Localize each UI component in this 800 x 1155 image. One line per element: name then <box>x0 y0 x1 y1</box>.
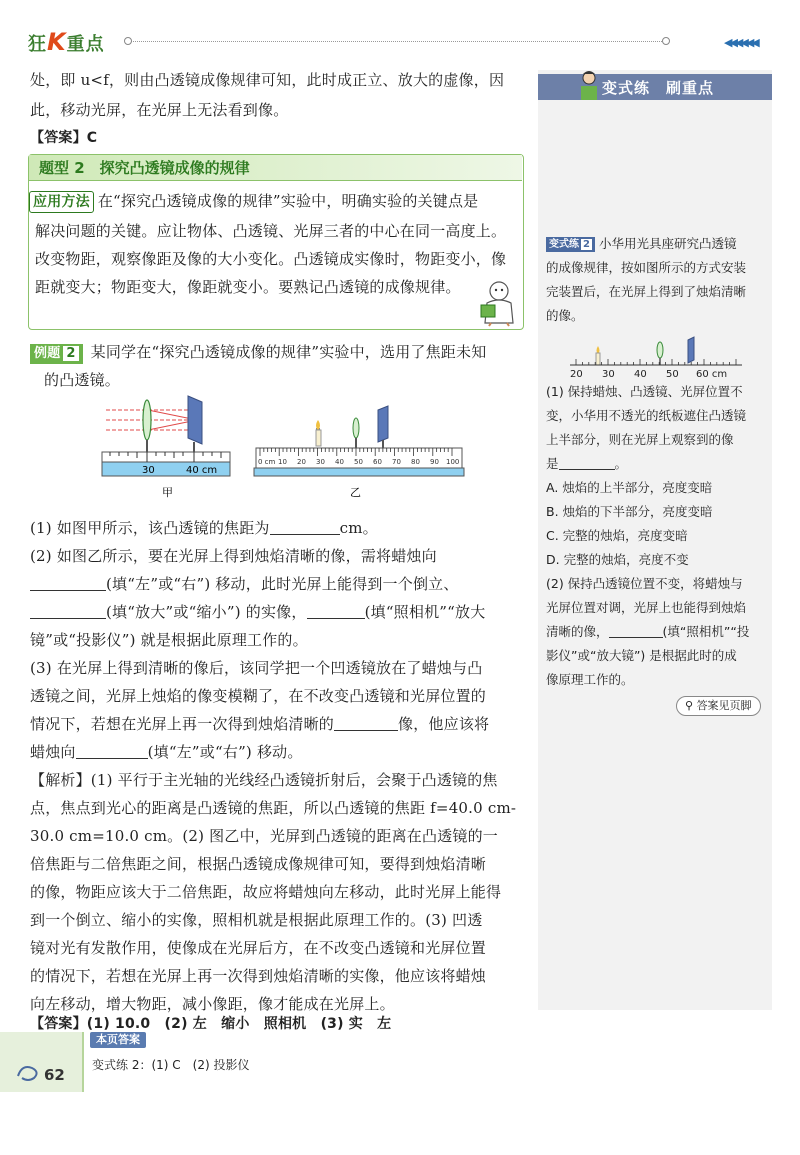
right-tick-30: 30 <box>602 369 615 380</box>
logo-k: K <box>47 28 67 56</box>
rq1-blank[interactable] <box>559 469 615 470</box>
method-line-1 <box>29 187 521 215</box>
answer-1: 【答案】C <box>30 130 98 146</box>
type-title: 题型 2 探究凸透镜成像的规律 <box>39 159 250 177</box>
analysis-line: 的像，物距应该大于二倍焦距，故应将蜡烛向左移动，此时光屏上能得 <box>30 883 502 901</box>
question-3-line-3: 情况下，若想在光屏上再一次得到烛焰清晰的 像，他应该将 <box>30 715 490 733</box>
analysis-line: 30.0 cm=10.0 cm。(2) 图乙中，光屏到凸透镜的距离在凸透镜的一 <box>30 827 498 845</box>
rq2-line-5: 像原理工作的。 <box>546 672 634 687</box>
example-line-1 <box>30 338 530 366</box>
fig-b-tick-50: 50 <box>354 458 363 466</box>
convex-lens-icon <box>143 400 151 440</box>
option-c[interactable]: C. 完整的烛焰，亮度变暗 <box>546 528 688 543</box>
method-line-4: 距就变大；物距变大，像距就变小。要熟记凸透镜的成像规律。 <box>35 278 461 296</box>
var-intro-4: 的像。 <box>546 308 584 323</box>
var-label: 变式练 2 <box>546 237 595 252</box>
var-intro-2: 的成像规律，按如图所示的方式安装 <box>546 260 747 275</box>
analysis-line: 向左移动，增大物距，减小像距，像才能成在光屏上。 <box>30 995 395 1013</box>
key-icon: ⚲ <box>685 699 694 712</box>
right-header-title: 变式练 刷重点 <box>602 79 715 97</box>
right-tick-50: 50 <box>666 369 679 380</box>
method-line-3: 改变物距，观察像距及像的大小变化。凸透镜成实像时，物距变小，像 <box>35 250 507 268</box>
header-divider <box>128 41 668 42</box>
right-tick-60: 60 cm <box>696 369 728 380</box>
screen-icon <box>188 396 202 444</box>
figure-b <box>252 398 466 500</box>
q3-blank-2[interactable] <box>76 758 148 759</box>
question-3-line-4: 蜡烛向 (填“左”或“右”) 移动。 <box>30 743 303 761</box>
rq1-line-1: (1) 保持蜡烛、凸透镜、光屏位置不 <box>546 384 743 399</box>
student-icon <box>578 70 600 100</box>
footer-label: 本页答案 <box>90 1032 146 1048</box>
fig-b-tick-30: 30 <box>316 458 325 466</box>
example-line-2: 的凸透镜。 <box>44 371 121 389</box>
analysis-line: 点，焦点到光心的距离是凸透镜的焦距，所以凸透镜的焦距 f=40.0 cm- <box>30 799 517 817</box>
analysis-line: 倍焦距与二倍焦距之间，根据凸透镜成像规律可知，要得到烛焰清晰 <box>30 855 487 873</box>
reading-mascot-icon <box>477 279 521 327</box>
option-a[interactable]: A. 烛焰的上半部分，亮度变暗 <box>546 480 713 495</box>
footer-corner <box>0 1032 84 1092</box>
q2-blank-2[interactable] <box>30 618 106 619</box>
footer-swirl-icon <box>14 1060 44 1084</box>
q1-blank[interactable] <box>270 534 340 535</box>
page-number: 62 <box>44 1066 65 1084</box>
fig-b-tick-90: 90 <box>430 458 439 466</box>
analysis-line: 的情况下，若想在光屏上再一次得到烛焰清晰的实像，他应该将蜡烛 <box>30 967 487 985</box>
fig-b-tick-0: 0 cm <box>258 458 276 466</box>
question-3-line-2: 透镜之间，光屏上烛焰的像变模糊了，在不改变凸透镜和光屏位置的 <box>30 687 487 705</box>
header-logo <box>28 28 105 56</box>
right-header <box>538 74 772 100</box>
rq1-line-4: 是 。 <box>546 456 628 471</box>
type-section <box>28 154 524 330</box>
intro-line-1: 处，即 u<f，则由凸透镜成像规律可知，此时成正立、放大的虚像，因 <box>30 71 505 89</box>
intro-line-2: 此，移动光屏，在光屏上无法看到像。 <box>30 101 289 119</box>
fig-b-tick-100: 100 <box>446 458 460 466</box>
fig-b-tick-40: 40 <box>335 458 344 466</box>
question-2-line-1: (2) 如图乙所示，要在光屏上得到烛焰清晰的像，需将蜡烛向 <box>30 547 437 565</box>
example-label: 例题 2 <box>30 344 83 364</box>
question-3-line-1: (3) 在光屏上得到清晰的像后，该同学把一个凹透镜放在了蜡烛与凸 <box>30 659 483 677</box>
header-dot-left <box>124 37 132 45</box>
q2-blank-3[interactable] <box>307 618 365 619</box>
right-screen-icon <box>688 337 694 363</box>
right-tick-20: 20 <box>570 369 583 380</box>
right-candle-icon <box>596 353 600 365</box>
fig-a-tick-40: 40 cm <box>186 465 218 476</box>
fig-a-caption: 甲 <box>162 486 173 499</box>
method-line-2: 解决问题的关键。应让物体、凸透镜、光屏三者的中心在同一高度上。 <box>35 222 507 240</box>
rq2-line-3: 清晰的像， (填“照相机”“投 <box>546 624 750 639</box>
header-arrows-icon: ◀◀◀◀◀◀ <box>724 36 757 49</box>
fig-b-tick-80: 80 <box>411 458 420 466</box>
rq2-line-4: 影仪”或“放大镜”) 是根据此时的成 <box>546 648 737 663</box>
fig-b-tick-60: 60 <box>373 458 382 466</box>
logo-suffix: 重点 <box>66 34 105 55</box>
rq2-blank[interactable] <box>609 637 663 638</box>
type-title-bar <box>29 155 522 181</box>
candle-icon <box>316 430 321 446</box>
figure-a <box>100 388 234 500</box>
footer-answers: 变式练 2：(1) C (2) 投影仪 <box>92 1058 250 1072</box>
screen-b-icon <box>378 406 388 442</box>
right-lens-icon <box>657 342 663 358</box>
q3-blank-1[interactable] <box>334 730 398 731</box>
option-b[interactable]: B. 烛焰的下半部分，亮度变暗 <box>546 504 713 519</box>
answer-hint-badge[interactable] <box>676 696 761 716</box>
q2-blank-1[interactable] <box>30 590 106 591</box>
fig-a-tick-30: 30 <box>142 465 155 476</box>
fig-b-caption: 乙 <box>350 486 361 499</box>
right-tick-40: 40 <box>634 369 647 380</box>
analysis-line: 镜对光有发散作用，使像成在光屏后方，在不改变凸透镜和光屏位置 <box>30 939 487 957</box>
method-label: 应用方法 <box>29 191 94 213</box>
rq2-line-2: 光屏位置对调，光屏上也能得到烛焰 <box>546 600 747 615</box>
question-2-line-3: (填“放大”或“缩小”) 的实像， (填“照相机”“放大 <box>30 598 530 626</box>
rq1-line-2: 变，小华用不透光的纸板遮住凸透镜 <box>546 408 747 423</box>
answer-hint-text: 答案见页脚 <box>696 699 752 712</box>
header-dot-right <box>662 37 670 45</box>
analysis-line: 【解析】(1) 平行于主光轴的光线经凸透镜折射后，会聚于凸透镜的焦 <box>30 771 498 789</box>
fig-b-tick-70: 70 <box>392 458 401 466</box>
var-intro-1: 变式练 2 小华用光具座研究凸透镜 <box>546 232 768 256</box>
analysis-line: 到一个倒立、缩小的实像，照相机就是根据此原理工作的。(3) 凹透 <box>30 911 483 929</box>
example-text-1: 某同学在“探究凸透镜成像的规律”实验中，选用了焦距未知 <box>90 343 487 361</box>
logo-prefix: 狂 <box>28 34 47 55</box>
fig-b-tick-20: 20 <box>297 458 306 466</box>
right-figure <box>566 332 746 380</box>
fig-b-tick-10: 10 <box>278 458 287 466</box>
lens-b-icon <box>353 418 359 438</box>
answer-2: 【答案】(1) 10.0 (2) 左 缩小 照相机 (3) 实 左 <box>30 1016 392 1032</box>
var-intro-3: 完装置后，在光屏上得到了烛焰清晰 <box>546 284 747 299</box>
rq1-line-3: 上半部分，则在光屏上观察到的像 <box>546 432 734 447</box>
option-d[interactable]: D. 完整的烛焰，亮度不变 <box>546 552 689 567</box>
question-1: (1) 如图甲所示，该凸透镜的焦距为 cm。 <box>30 519 378 537</box>
question-2-line-2: (填“左”或“右”) 移动，此时光屏上能得到一个倒立、 <box>30 570 530 598</box>
rq2-line-1: (2) 保持凸透镜位置不变，将蜡烛与 <box>546 576 743 591</box>
question-2-line-4: 镜”或“投影仪”) 就是根据此原理工作的。 <box>30 631 308 649</box>
right-column <box>538 70 772 1010</box>
method-text-1: 在“探究凸透镜成像的规律”实验中，明确实验的关键点是 <box>97 192 479 210</box>
